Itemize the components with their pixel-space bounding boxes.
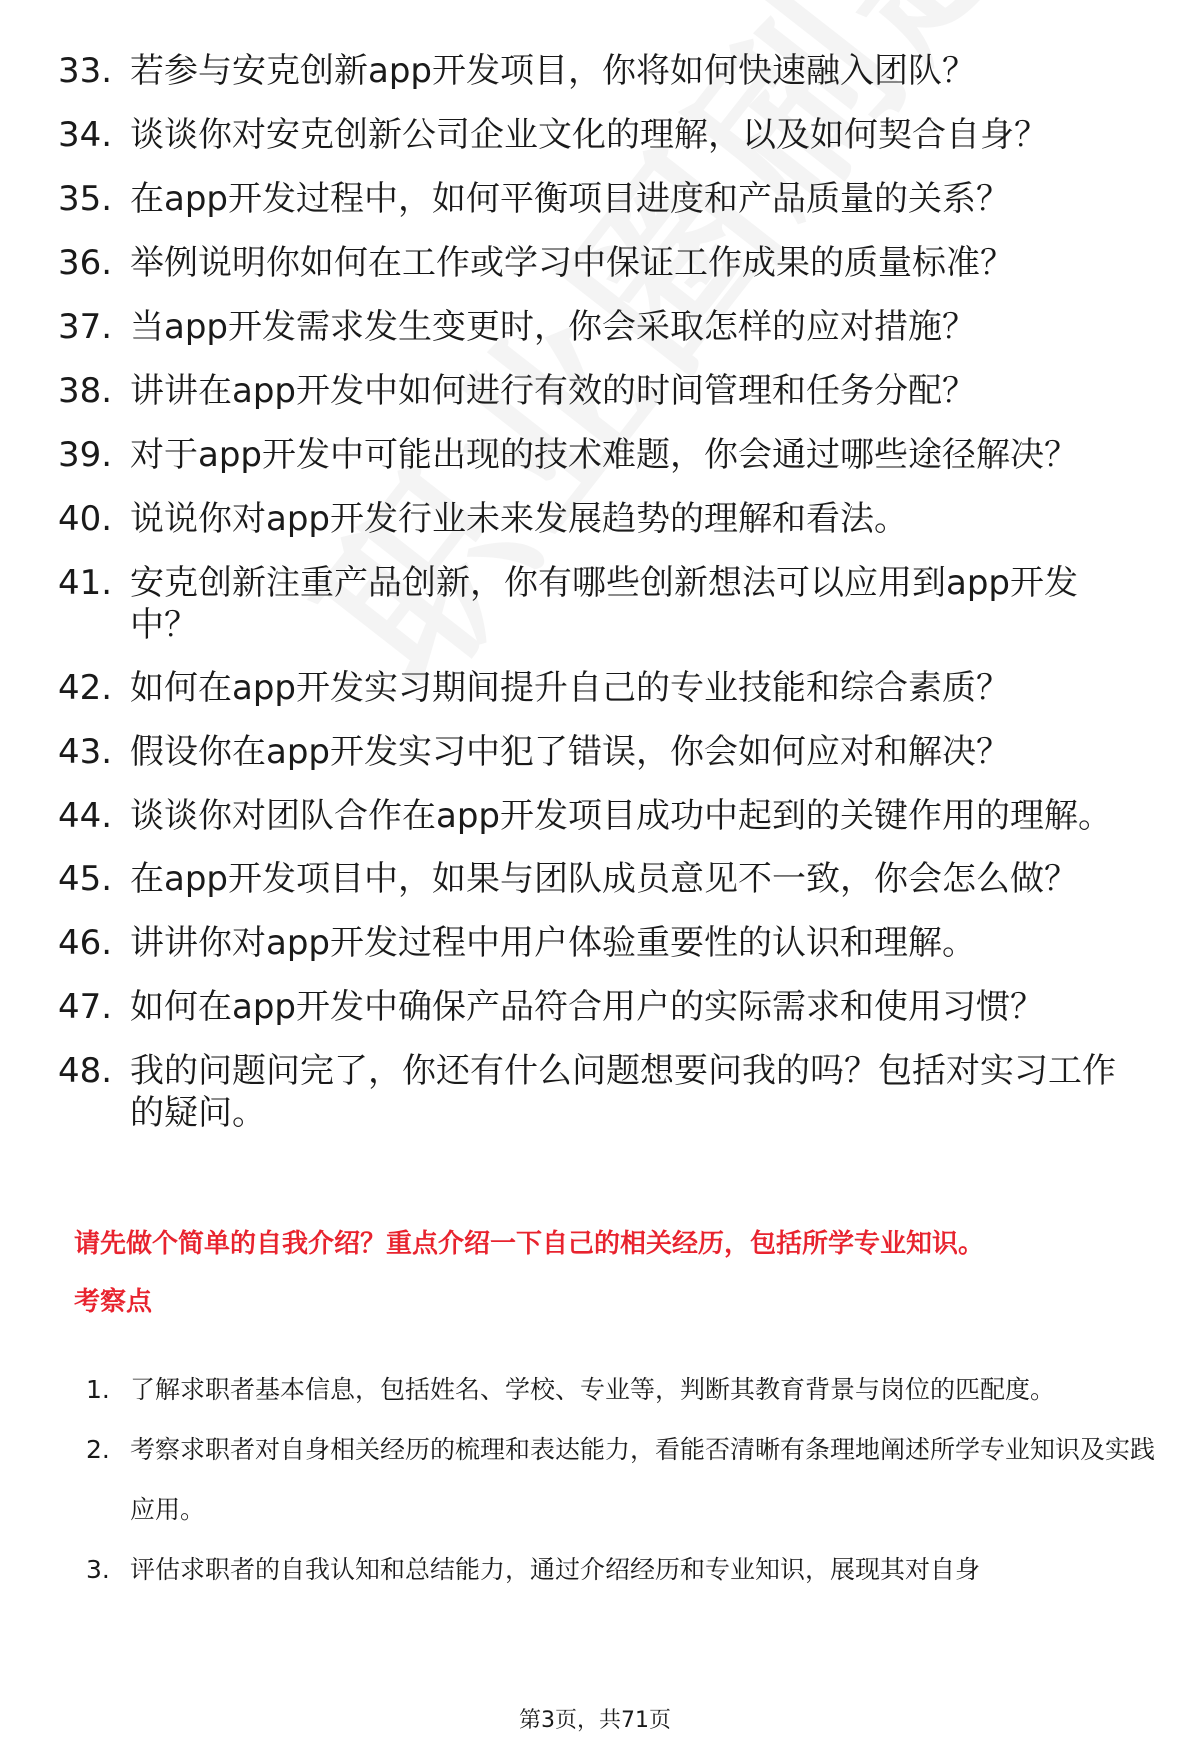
list-item (58, 50, 1138, 92)
item-text: 评估求职者的自我认知和总结能力，通过介绍经历和专业知识，展现其对自身 (130, 1555, 981, 1584)
list-item (58, 667, 1138, 709)
list-item (58, 1050, 1138, 1134)
question-list (58, 50, 1138, 1155)
list-item (58, 922, 1138, 964)
item-text: 了解求职者基本信息，包括姓名、学校、专业等，判断其教育背景与岗位的匹配度。 (130, 1375, 1056, 1404)
item-number: 42. (58, 668, 113, 708)
item-number: 43. (58, 732, 113, 772)
item-number: 3. (86, 1555, 110, 1584)
evaluation-points-heading: 考察点 (74, 1287, 153, 1317)
list-item (86, 1360, 1166, 1420)
item-number: 1. (86, 1375, 110, 1404)
item-text: 谈谈你对安克创新公司企业文化的理解，以及如何契合自身？ (130, 115, 1048, 155)
item-number: 39. (58, 435, 113, 475)
item-text: 谈谈你对团队合作在app开发项目成功中起到的关键作用的理解。 (130, 796, 1112, 836)
item-text: 说说你对app开发行业未来发展趋势的理解和看法。 (130, 499, 908, 539)
item-text: 在app开发项目中，如果与团队成员意见不一致，你会怎么做？ (130, 859, 1078, 899)
list-item (58, 986, 1138, 1028)
item-text: 若参与安克创新app开发项目，你将如何快速融入团队？ (130, 51, 976, 91)
item-number: 45. (58, 859, 113, 899)
item-number: 33. (58, 51, 113, 91)
list-item (58, 498, 1138, 540)
item-text: 在app开发过程中，如何平衡项目进度和产品质量的关系？ (130, 179, 1010, 219)
item-text: 讲讲你对app开发过程中用户体验重要性的认识和理解。 (130, 923, 976, 963)
item-number: 38. (58, 371, 113, 411)
item-text: 如何在app开发实习期间提升自己的专业技能和综合素质？ (130, 668, 1010, 708)
item-number: 47. (58, 987, 113, 1027)
evaluation-points-list (86, 1360, 1166, 1600)
list-item (86, 1540, 1166, 1600)
item-number: 2. (86, 1435, 110, 1464)
list-item (58, 370, 1138, 412)
list-item (58, 562, 1138, 646)
item-number: 46. (58, 923, 113, 963)
item-number: 41. (58, 563, 113, 603)
list-item (58, 114, 1138, 156)
list-item (58, 178, 1138, 220)
item-text: 对于app开发中可能出现的技术难题，你会通过哪些途径解决？ (130, 435, 1078, 475)
item-number: 48. (58, 1051, 113, 1091)
list-item (86, 1420, 1166, 1540)
item-number: 35. (58, 179, 113, 219)
item-text: 假设你在app开发实习中犯了错误，你会如何应对和解决？ (130, 732, 1010, 772)
page-number: 第3页，共71页 (519, 1708, 671, 1733)
list-item (58, 731, 1138, 773)
item-text: 如何在app开发中确保产品符合用户的实际需求和使用习惯？ (130, 987, 1044, 1027)
list-item (58, 242, 1138, 284)
list-item (58, 858, 1138, 900)
item-text: 安克创新注重产品创新，你有哪些创新想法可以应用到app开发中？ (130, 563, 1078, 645)
item-number: 36. (58, 243, 113, 283)
item-text: 我的问题问完了，你还有什么问题想要问我的吗？包括对实习工作的疑问。 (130, 1051, 1116, 1133)
item-number: 40. (58, 499, 113, 539)
item-number: 37. (58, 307, 113, 347)
item-text: 举例说明你如何在工作或学习中保证工作成果的质量标准？ (130, 243, 1014, 283)
list-item (58, 795, 1138, 837)
list-item (58, 434, 1138, 476)
item-text: 考察求职者对自身相关经历的梳理和表达能力，看能否清晰有条理地阐述所学专业知识及实践应用。 (130, 1435, 1156, 1524)
item-text: 当app开发需求发生变更时，你会采取怎样的应对措施？ (130, 307, 976, 347)
item-number: 34. (58, 115, 113, 155)
list-item (58, 306, 1138, 348)
item-number: 44. (58, 796, 113, 836)
highlighted-question: 请先做个简单的自我介绍？重点介绍一下自己的相关经历，包括所学专业知识。 (74, 1229, 985, 1259)
item-text: 讲讲在app开发中如何进行有效的时间管理和任务分配？ (130, 371, 976, 411)
